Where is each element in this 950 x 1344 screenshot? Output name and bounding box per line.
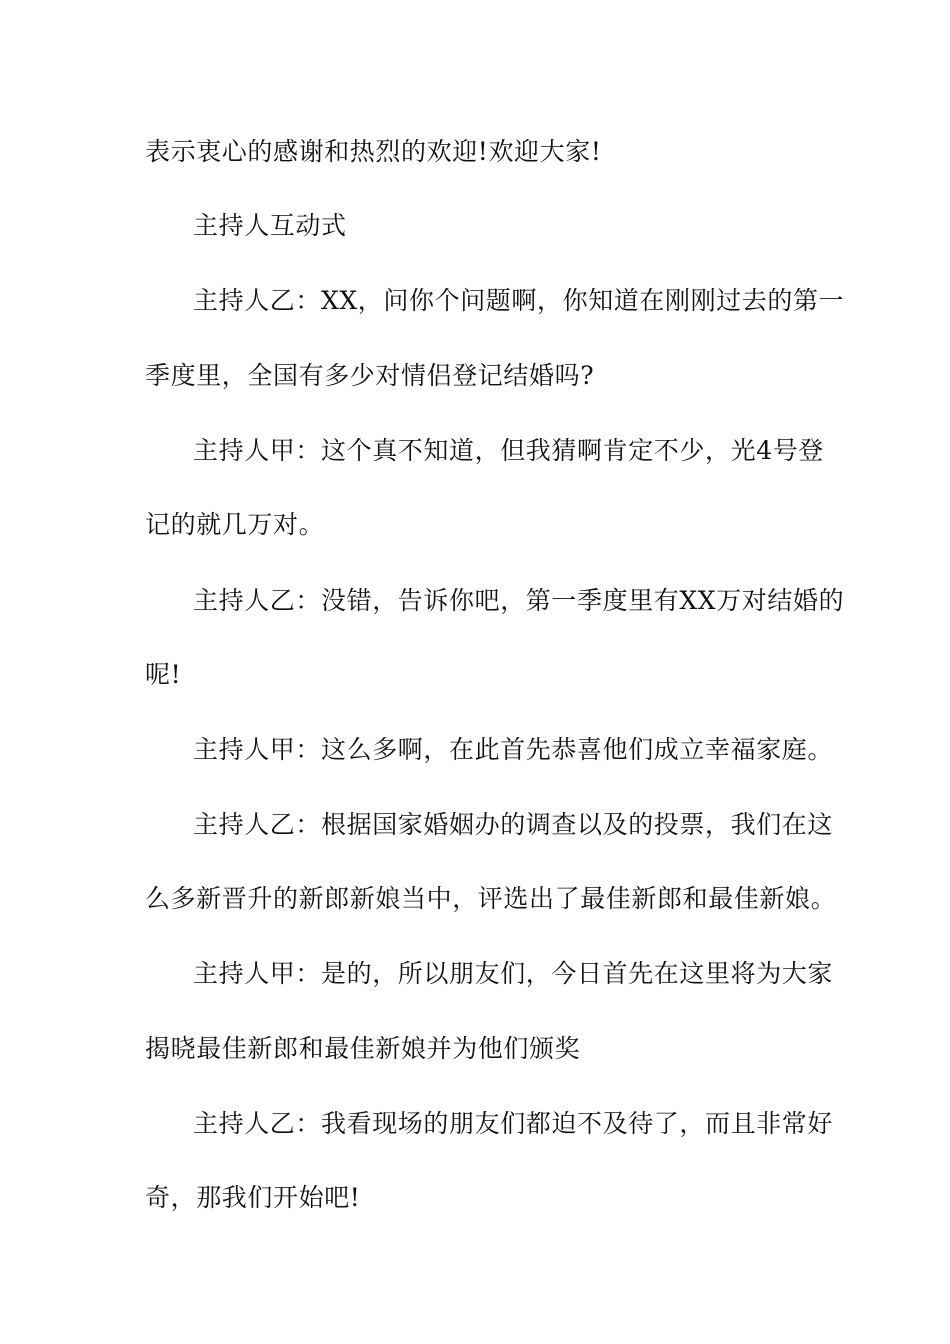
paragraph-line: 主持人乙：根据国家婚姻办的调查以及的投票，我们在这 (193, 810, 834, 839)
paragraph-line: 主持人乙：没错，告诉你吧，第一季度里有XX万对结婚的 (193, 586, 845, 615)
paragraph-line: 表示衷心的感谢和热烈的欢迎!欢迎大家! (145, 137, 602, 166)
paragraph-line: 季度里，全国有多少对情侣登记结婚吗? (145, 361, 595, 390)
paragraph-line: 记的就几万对。 (145, 510, 325, 539)
paragraph-line: 揭晓最佳新郎和最佳新娘并为他们颁奖 (145, 1034, 581, 1063)
paragraph-line: 么多新晋升的新郎新娘当中，评选出了最佳新郎和最佳新娘。 (145, 884, 837, 913)
paragraph-line: 主持人甲：这个真不知道，但我猜啊肯定不少，光4号登 (193, 436, 824, 465)
paragraph-line: 主持人甲：是的，所以朋友们，今日首先在这里将为大家 (193, 959, 834, 988)
paragraph-line: 主持人乙：我看现场的朋友们都迫不及待了，而且非常好 (193, 1109, 834, 1138)
paragraph-line: 主持人乙：XX，问你个问题啊，你知道在刚刚过去的第一 (193, 286, 845, 315)
section-heading: 主持人互动式 (193, 211, 347, 240)
paragraph-line: 奇，那我们开始吧! (145, 1183, 361, 1212)
paragraph-line: 呢! (145, 660, 182, 689)
paragraph-line: 主持人甲：这么多啊，在此首先恭喜他们成立幸福家庭。 (193, 735, 834, 764)
